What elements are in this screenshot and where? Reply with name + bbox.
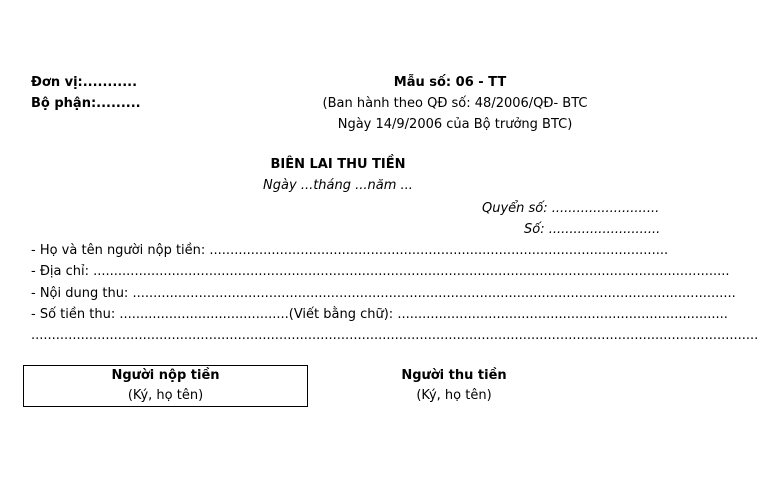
- payer-name-field: - Họ và tên người nộp tiền: ...............................................................................................................: [31, 243, 669, 258]
- issued-by-line1: (Ban hành theo QĐ số: 48/2006/QĐ- BTC: [322, 96, 588, 111]
- amount-continuation-line: ................................................................................................................................................................................: [31, 328, 758, 343]
- payer-signature-title: Người nộp tiền: [111, 368, 220, 383]
- collector-signature-title: Người thu tiền: [401, 368, 507, 383]
- department-label: Bộ phận:.........: [31, 96, 141, 111]
- book-number: Quyển số: ..........................: [482, 201, 660, 216]
- document-date: Ngày ...tháng ...năm ...: [263, 178, 413, 193]
- document-title: BIÊN LAI THU TIỀN: [270, 157, 406, 172]
- payer-signature-note: (Ký, họ tên): [127, 388, 204, 403]
- address-field: - Địa chỉ: ..........................................................................................................................................................: [31, 264, 730, 279]
- content-field: - Nội dung thu: ..................................................................................................................................................: [31, 286, 736, 301]
- form-number: Mẫu số: 06 - TT: [393, 75, 507, 90]
- receipt-number: Số: ...........................: [524, 222, 661, 237]
- amount-field: - Số tiền thu: .........................................(Viết bằng chữ): ................................................................................: [31, 307, 728, 322]
- collector-signature-note: (Ký, họ tên): [416, 388, 492, 403]
- unit-label: Đơn vị:...........: [31, 75, 138, 90]
- issued-by-line2: Ngày 14/9/2006 của Bộ trưởng BTC): [337, 117, 573, 132]
